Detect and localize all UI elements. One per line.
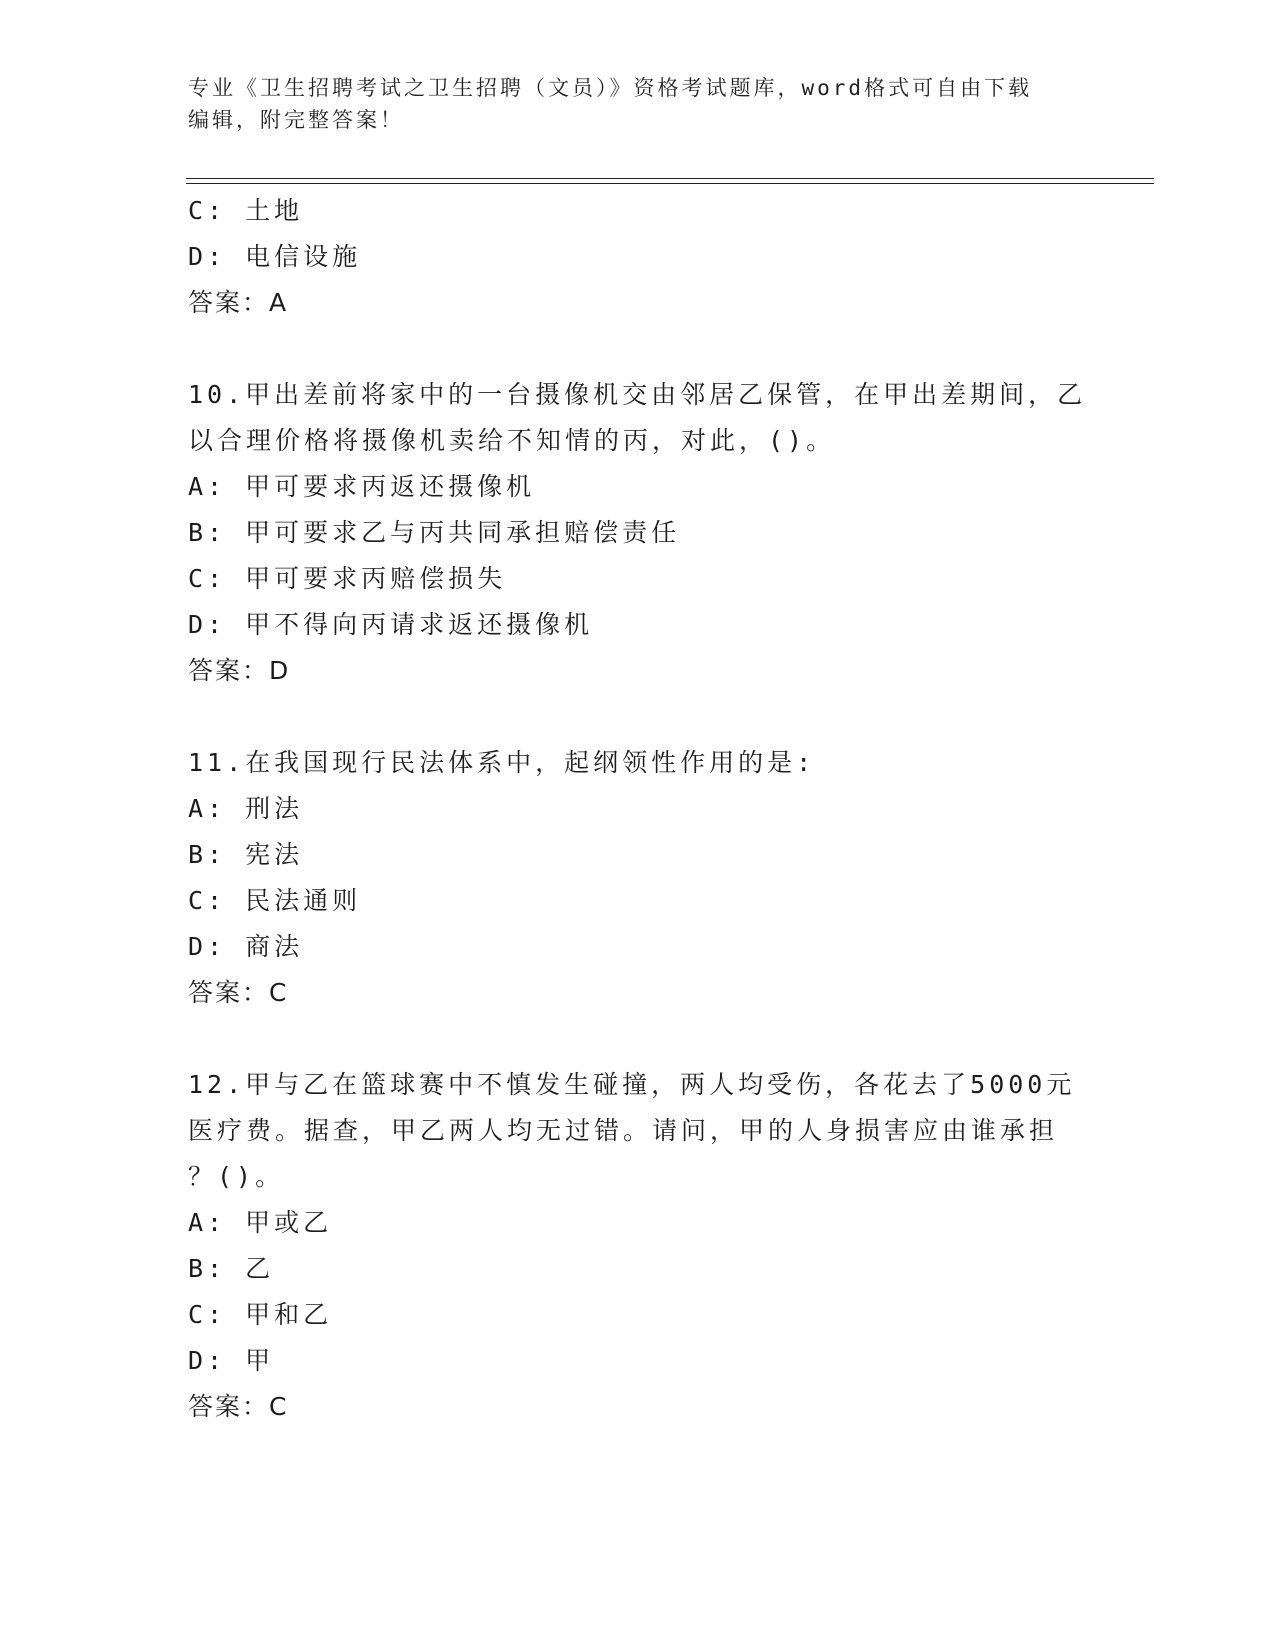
document-header bbox=[188, 72, 1088, 136]
answer-line: 答案：C bbox=[188, 978, 289, 1007]
question-list bbox=[188, 188, 1088, 1430]
option-d: D: 商法 bbox=[188, 932, 304, 961]
question-12 bbox=[188, 1062, 1088, 1430]
header-line-1: 专业《卫生招聘考试之卫生招聘（文员）》资格考试题库，word格式可自由下载 bbox=[188, 76, 1033, 100]
question-stem: 医疗费。据查，甲乙两人均无过错。请问，甲的人身损害应由谁承担 bbox=[188, 1116, 1059, 1145]
option-d: D: 甲 bbox=[188, 1346, 275, 1375]
header-rule-bottom bbox=[186, 183, 1154, 184]
option-d: D: 甲不得向丙请求返还摄像机 bbox=[188, 610, 594, 639]
spacer bbox=[188, 326, 1088, 372]
option-c: C: 土地 bbox=[188, 196, 304, 225]
previous-question-tail bbox=[188, 188, 1088, 326]
option-c: C: 甲可要求丙赔偿损失 bbox=[188, 564, 507, 593]
spacer bbox=[188, 694, 1088, 740]
spacer bbox=[188, 1016, 1088, 1062]
question-stem: 10.甲出差前将家中的一台摄像机交由邻居乙保管，在甲出差期间，乙 bbox=[188, 380, 1087, 409]
option-c: C: 甲和乙 bbox=[188, 1300, 333, 1329]
answer-line: 答案：D bbox=[188, 656, 291, 685]
header-rule-top bbox=[186, 178, 1154, 179]
option-c: C: 民法通则 bbox=[188, 886, 362, 915]
option-b: B: 甲可要求乙与丙共同承担赔偿责任 bbox=[188, 518, 681, 547]
option-d: D: 电信设施 bbox=[188, 242, 362, 271]
option-a: A: 甲或乙 bbox=[188, 1208, 333, 1237]
header-line-2: 编辑，附完整答案！ bbox=[188, 108, 404, 132]
question-stem: 以合理价格将摄像机卖给不知情的丙，对此，()。 bbox=[188, 426, 836, 455]
option-b: B: 宪法 bbox=[188, 840, 304, 869]
option-a: A: 甲可要求丙返还摄像机 bbox=[188, 472, 536, 501]
question-10 bbox=[188, 372, 1088, 694]
question-stem: 11.在我国现行民法体系中，起纲领性作用的是: bbox=[188, 748, 816, 777]
answer-line: 答案：A bbox=[188, 288, 289, 317]
question-stem: 12.甲与乙在篮球赛中不慎发生碰撞，两人均受伤，各花去了5000元 bbox=[188, 1070, 1076, 1099]
question-stem: ？()。 bbox=[188, 1162, 285, 1191]
question-11 bbox=[188, 740, 1088, 1016]
answer-line: 答案：C bbox=[188, 1392, 289, 1421]
option-a: A: 刑法 bbox=[188, 794, 304, 823]
option-b: B: 乙 bbox=[188, 1254, 275, 1283]
